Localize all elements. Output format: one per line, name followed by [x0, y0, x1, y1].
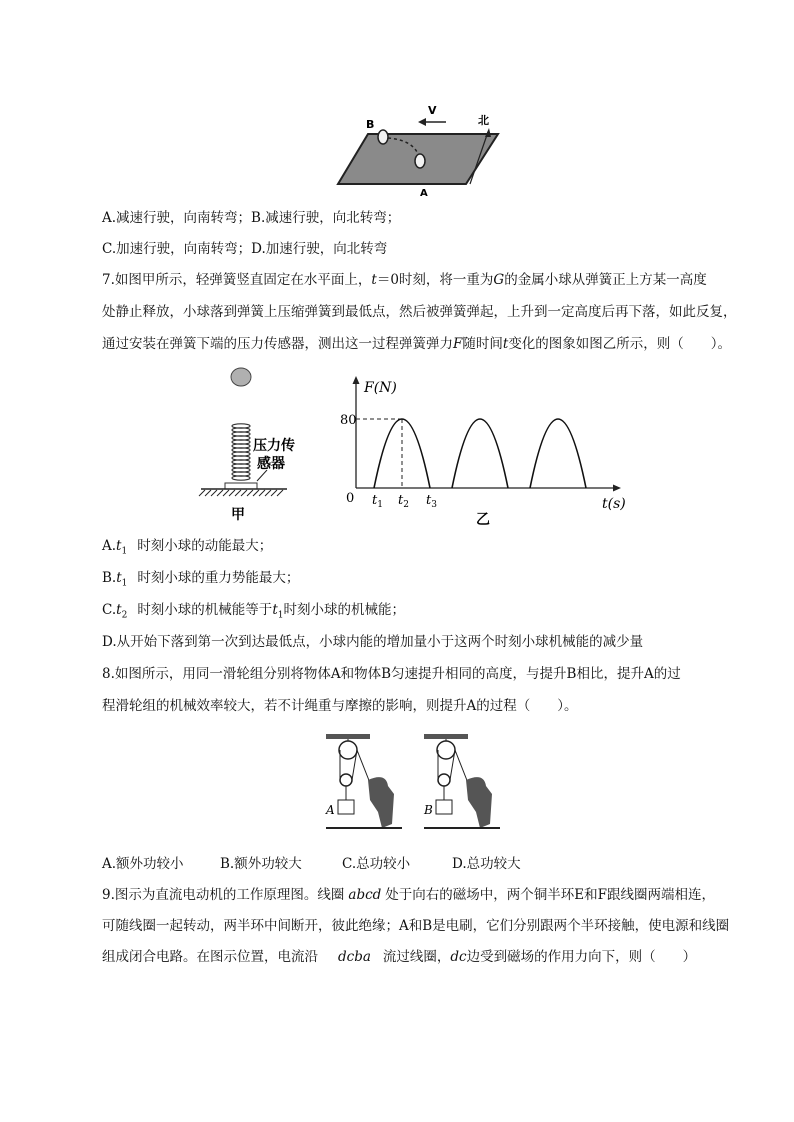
- velocity-arrowhead: [418, 118, 426, 126]
- q8-option-b: B.额外功较大: [220, 856, 302, 872]
- q9-text: 9.图示为直流电动机的工作原理图。线圈: [102, 887, 345, 903]
- q9-text: 处于向右的磁场中，两个铜半环E和F跟线圈两端相连，: [385, 887, 716, 903]
- x-tick-label-t1: $t_1$: [372, 493, 383, 510]
- y-axis-label: [363, 380, 397, 396]
- q9-stem-line3: [102, 947, 696, 967]
- q8-stem-line2: 程滑轮组的机械效率较大，若不计绳重与摩擦的影响，则提升A的过程（ ）。: [102, 698, 578, 714]
- spring-figure: [195, 362, 315, 524]
- q6-options-line1: A.减速行驶，向南转弯；B.减速行驶，向北转弯；: [102, 210, 401, 226]
- q7-sym-t2: t: [116, 602, 122, 618]
- y-axis-label-text: F(N): [364, 380, 397, 396]
- q7-sym-t1: t: [116, 570, 122, 586]
- q7-option-a-text: 时刻小球的动能最大；: [137, 538, 273, 554]
- q7-sym-t: t: [371, 272, 377, 288]
- q8-option-a: A.额外功较小: [102, 856, 184, 872]
- sensor-label-line2: 感器: [257, 456, 285, 472]
- hatch-line: [205, 490, 211, 496]
- q7-sym-g: G: [493, 272, 505, 288]
- north-arrowhead: [485, 128, 491, 137]
- ball-b: [378, 130, 388, 144]
- q7-stem-line2: 处静止释放，小球落到弹簧上压缩弹簧到最低点，然后被弹簧弹起，上升到一定高度后再下落，如此反复，: [102, 304, 737, 320]
- q7-option-c: [102, 600, 405, 626]
- hatch-line: [277, 490, 283, 496]
- q8-option-c: C.总功较小: [342, 856, 411, 872]
- q7-option-b: [102, 568, 299, 594]
- q7-option-c-prefix: C.: [102, 602, 117, 618]
- q7-text: 变化的图象如图乙所示，则（ ）。: [508, 336, 732, 352]
- hatch-line: [235, 490, 241, 496]
- force-curves: [374, 419, 586, 488]
- hatch-line: [199, 490, 205, 496]
- q6-options-line2: C.加速行驶，向南转弯；D.加速行驶，向北转弯: [102, 241, 388, 257]
- y-tick-label: 80: [340, 413, 357, 428]
- q7-stem-line1: [102, 270, 707, 290]
- q7-option-c-text1: 时刻小球的机械能等于: [137, 602, 273, 618]
- q7-option-b-prefix: B.: [102, 570, 117, 586]
- q9-text: 组成闭合电路。在图示位置，电流沿: [102, 949, 318, 965]
- q7-option-a-prefix: A.: [102, 538, 117, 554]
- q9-text: 流过线圈，: [382, 949, 451, 965]
- x-axis-label-text: t(s): [602, 496, 626, 512]
- q7-sym-t: t: [502, 336, 509, 352]
- x-tick-labels: [372, 493, 437, 510]
- label-a: A: [326, 803, 335, 817]
- hatch-line: [271, 490, 277, 496]
- force-time-chart: [334, 372, 634, 532]
- x-tick-label-t3: $t_3$: [426, 493, 437, 510]
- q8-options: [102, 854, 521, 874]
- label-b: B: [424, 803, 433, 817]
- q8-stem-line1: 8.如图所示，用同一滑轮组分别将物体A和物体B匀速提升相同的高度，与提升B相比，提升A的过: [102, 666, 681, 682]
- fig-yi-label: 乙: [476, 512, 490, 528]
- ball-a: [415, 154, 425, 168]
- label-a: A: [420, 188, 428, 198]
- q7-option-c-text2: 时刻小球的机械能；: [283, 602, 405, 618]
- q7-sym-t1: t: [272, 602, 278, 618]
- q7-text: 通过安装在弹簧下端的压力传感器，测出这一过程弹簧弹力: [102, 336, 453, 352]
- q7-text: 7.如图甲所示，轻弹簧竖直固定在水平面上，: [102, 272, 372, 288]
- q7-text: 的金属小球从弹簧正上方某一高度: [504, 272, 707, 288]
- sensor-label-line1: 压力传: [253, 438, 295, 454]
- car-turn-figure: [330, 98, 500, 198]
- hatch-line: [211, 490, 217, 496]
- x-axis-arrowhead: [613, 485, 621, 492]
- q7-text: 随时间: [462, 336, 503, 352]
- pulley-figure-b: [420, 728, 502, 842]
- q7-sym-f: F: [453, 336, 463, 352]
- q7-option-a: [102, 536, 272, 562]
- ground-hatch: [199, 490, 283, 496]
- spring-coil: [232, 424, 250, 480]
- q7-text: ＝0时刻，将一重为: [376, 272, 494, 288]
- q9-sym-dc: dc: [450, 949, 467, 965]
- label-b: B: [366, 118, 375, 131]
- q7-sym-t1: t: [116, 538, 122, 554]
- q7-sub: 1: [121, 578, 128, 589]
- hatch-line: [223, 490, 229, 496]
- pulley-figure-a: [322, 728, 404, 842]
- pressure-sensor: [225, 483, 257, 489]
- hatch-line: [229, 490, 235, 496]
- q9-stem-line1: [102, 885, 715, 905]
- origin-label: 0: [346, 491, 355, 506]
- q7-sub: 1: [277, 610, 284, 621]
- label-north: 北: [478, 114, 489, 127]
- hatch-line: [241, 490, 247, 496]
- q9-sym-dcba: dcba: [338, 949, 371, 965]
- hatch-line: [247, 490, 253, 496]
- q7-option-d: D.从开始下落到第一次到达最低点，小球内能的增加量小于这两个时刻小球机械能的减少量: [102, 634, 644, 650]
- q7-option-b-text: 时刻小球的重力势能最大；: [137, 570, 300, 586]
- hatch-line: [217, 490, 223, 496]
- q9-sym-abcd: abcd: [348, 887, 382, 903]
- hatch-line: [265, 490, 271, 496]
- q9-text: 边受到磁场的作用力向下，则（ ）: [466, 949, 697, 965]
- q7-sub: 2: [121, 610, 128, 621]
- force-pulse-2: [452, 419, 508, 488]
- q8-option-d: D.总功较大: [452, 856, 521, 872]
- x-axis-label: [602, 496, 626, 512]
- hatch-line: [253, 490, 259, 496]
- hatch-line: [259, 490, 265, 496]
- force-pulse-3: [530, 419, 586, 488]
- q9-stem-line2: 可随线圈一起转动，两半环中间断开，彼此绝缘；A和B是电刷，它们分别跟两个半环接触，使电源和线圈: [102, 918, 730, 934]
- x-tick-label-t2: $t_2$: [398, 493, 409, 510]
- y-axis-arrowhead: [353, 376, 360, 384]
- metal-ball: [231, 368, 251, 386]
- q7-sub: 1: [121, 546, 128, 557]
- label-v: V: [428, 104, 437, 117]
- q7-stem-line3: [102, 334, 731, 354]
- fig-jia-label: 甲: [231, 507, 245, 523]
